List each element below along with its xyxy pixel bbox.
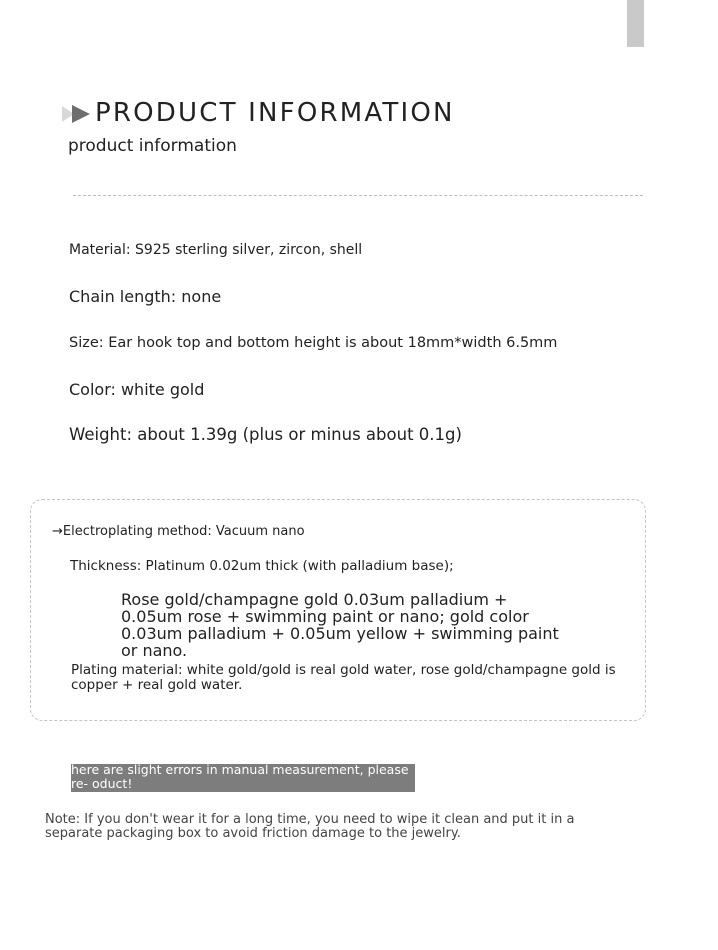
spec-weight: Weight: about 1.39g (plus or minus about 0.1g)	[69, 425, 462, 444]
page-title: PRODUCT INFORMATION	[95, 98, 455, 128]
play-arrow-icon	[62, 104, 92, 124]
care-note: Note: If you don't wear it for a long time, you need to wipe it clean and put it in a separate packaging box to avoid friction damage to the jewelry.	[45, 812, 575, 841]
spec-material: Material: S925 sterling silver, zircon, shell	[69, 242, 363, 258]
plating-method: →Electroplating method: Vacuum nano	[52, 524, 305, 539]
page-subtitle: product information	[68, 136, 237, 156]
spec-chain-length: Chain length: none	[69, 287, 222, 306]
plating-material: Plating material: white gold/gold is real gold water, rose gold/champagne gold is copper + real gold water.	[71, 662, 616, 693]
scrollbar-thumb[interactable]	[627, 0, 644, 47]
spec-color: Color: white gold	[69, 380, 205, 399]
spec-size: Size: Ear hook top and bottom height is about 18mm*width 6.5mm	[69, 335, 558, 351]
measurement-warning-bar	[71, 764, 415, 792]
plating-rose-gold: Rose gold/champagne gold 0.03um palladium + 0.05um rose + swimming paint or nano; gold color 0.03um palladium + 0.05um yellow + swimming paint or nano.	[121, 590, 559, 660]
measurement-warning-text: here are slight errors in manual measurement, please re- oduct!	[71, 764, 409, 791]
plating-thickness: Thickness: Platinum 0.02um thick (with palladium base);	[70, 558, 454, 574]
section-divider	[73, 195, 643, 196]
